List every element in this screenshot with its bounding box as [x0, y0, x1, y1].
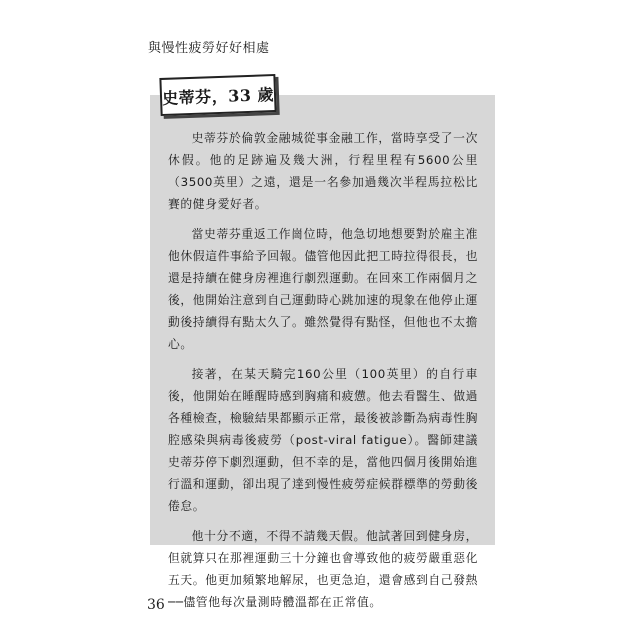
- case-body: [168, 127, 478, 613]
- running-head: 與慢性疲勞好好相處: [148, 41, 270, 56]
- case-title-badge: [159, 74, 276, 116]
- paragraph: 他十分不適，不得不請幾天假。他試著回到健身房，但就算只在那裡運動三十分鐘也會導致他的疲勞嚴重惡化五天。他更加頻繁地解尿，也更急迫，還會感到自己發熱──儘管他每次量測時體溫都在正常值。: [168, 529, 478, 609]
- paragraph: 接著，在某天騎完160公里（100英里）的自行車後，他開始在睡醒時感到胸痛和疲憊。他去看醫生、做過各種檢查，檢驗結果都顯示正常，最後被診斷為病毒性胸腔感染與病毒後疲勞（post-viral fatigue）。醫師建議史蒂芬停下劇烈運動，但不幸的是，當他四個月後開始進行溫和運動，卻出現了達到慢性疲勞症候群標準的勞動後倦怠。: [168, 367, 478, 513]
- case-title: 史蒂芬，33 歲: [161, 84, 275, 108]
- paragraph: 史蒂芬於倫敦金融城從事金融工作，當時享受了一次休假。他的足跡遍及幾大洲，行程里程有5600公里（3500英里）之遠，還是一名參加過幾次半程馬拉松比賽的健身愛好者。: [168, 131, 478, 211]
- paragraph: 當史蒂芬重返工作崗位時，他急切地想要對於雇主准他休假這件事給予回報。儘管他因此把工時拉得很長，也還是持續在健身房裡進行劇烈運動。在回來工作兩個月之後，他開始注意到自己運動時心跳加速的現象在他停止運動後持續得有點太久了。雖然覺得有點怪，但他也不太擔心。: [168, 227, 478, 351]
- page-number: 36: [147, 597, 165, 613]
